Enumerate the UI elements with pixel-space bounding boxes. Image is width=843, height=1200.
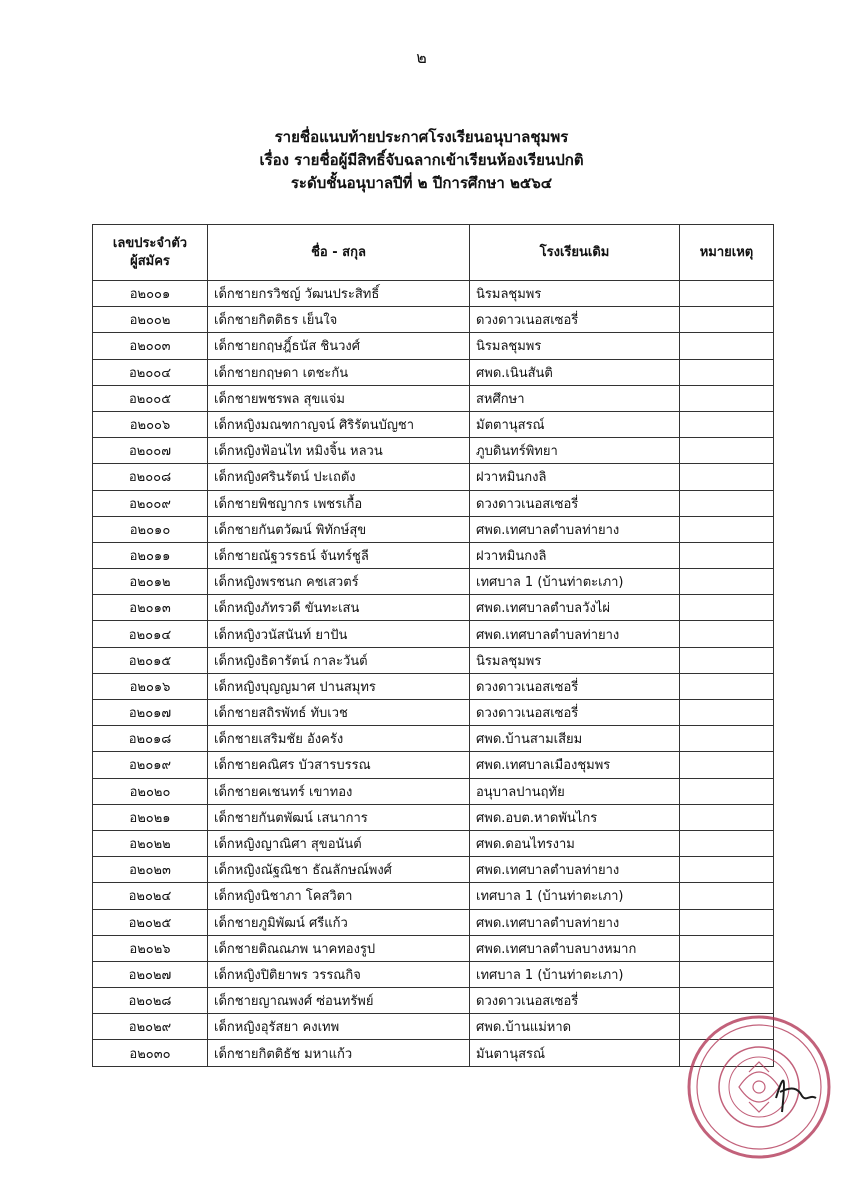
heading-line-2: เรื่อง รายชื่อผู้มีสิทธิ์จับฉลากเข้าเรียนห้องเรียนปกติ	[259, 151, 584, 169]
cell-note	[680, 569, 774, 595]
cell-name: เด็กหญิงธิดารัตน์ กาละวันต์	[208, 647, 470, 673]
header-name: ชื่อ - สกุล	[208, 225, 470, 281]
table-row	[93, 988, 774, 1014]
cell-name: เด็กหญิงนิชาภา โคสวิตา	[208, 883, 470, 909]
cell-applicant-id: อ๒๐๐๙	[93, 490, 208, 516]
cell-note	[680, 464, 774, 490]
cell-previous-school: ศพด.เทศบาลตำบลท่ายาง	[470, 516, 680, 542]
cell-previous-school: ศพด.เทศบาลตำบลท่ายาง	[470, 621, 680, 647]
table-row	[93, 307, 774, 333]
cell-applicant-id: อ๒๐๑๑	[93, 542, 208, 568]
cell-applicant-id: อ๒๐๑๘	[93, 726, 208, 752]
table-row	[93, 621, 774, 647]
cell-previous-school: นิรมลชุมพร	[470, 333, 680, 359]
cell-note	[680, 281, 774, 307]
cell-note	[680, 700, 774, 726]
cell-name: เด็กหญิงบุญญมาศ ปานสมุทร	[208, 673, 470, 699]
cell-applicant-id: อ๒๐๒๑	[93, 804, 208, 830]
cell-note	[680, 647, 774, 673]
cell-note	[680, 333, 774, 359]
cell-note	[680, 411, 774, 437]
cell-previous-school: เทศบาล 1 (บ้านท่าตะเภา)	[470, 883, 680, 909]
cell-name: เด็กหญิงวนัสนันท์ ยาปัน	[208, 621, 470, 647]
cell-name: เด็กชายคเชนทร์ เขาทอง	[208, 778, 470, 804]
signature-mark	[776, 1081, 816, 1112]
cell-applicant-id: อ๒๐๑๖	[93, 673, 208, 699]
heading-line-3: ระดับชั้นอนุบาลปีที่ ๒ ปีการศึกษา ๒๕๖๔	[290, 174, 553, 192]
cell-name: เด็กชายกฤษดา เตชะกัน	[208, 359, 470, 385]
cell-name: เด็กชายกิตติธัช มหาแก้ว	[208, 1040, 470, 1066]
cell-note	[680, 804, 774, 830]
cell-applicant-id: อ๒๐๐๖	[93, 411, 208, 437]
table-row	[93, 595, 774, 621]
cell-applicant-id: อ๒๐๑๒	[93, 569, 208, 595]
cell-name: เด็กชายกรวิชญ์ วัฒนประสิทธิ์	[208, 281, 470, 307]
table-row	[93, 490, 774, 516]
cell-previous-school: ศพด.เทศบาลตำบลท่ายาง	[470, 857, 680, 883]
cell-note	[680, 307, 774, 333]
table-row	[93, 961, 774, 987]
table-row	[93, 1014, 774, 1040]
cell-name: เด็กหญิงอุรัสยา คงเทพ	[208, 1014, 470, 1040]
table-row	[93, 857, 774, 883]
page-number: ๒	[416, 48, 427, 67]
cell-note	[680, 752, 774, 778]
cell-name: เด็กชายติณณภพ นาคทองรูป	[208, 935, 470, 961]
cell-applicant-id: อ๒๐๒๖	[93, 935, 208, 961]
cell-note	[680, 935, 774, 961]
header-note: หมายเหตุ	[680, 225, 774, 281]
cell-previous-school: ดวงดาวเนอสเซอรี่	[470, 988, 680, 1014]
cell-note	[680, 621, 774, 647]
cell-name: เด็กหญิงปิติยาพร วรรณกิจ	[208, 961, 470, 987]
cell-applicant-id: อ๒๐๒๗	[93, 961, 208, 987]
cell-name: เด็กหญิงญาณิศา สุขอนันต์	[208, 830, 470, 856]
cell-name: เด็กหญิงณัฐณิชา ธัณลักษณ์พงศ์	[208, 857, 470, 883]
cell-note	[680, 595, 774, 621]
cell-previous-school: ศพด.บ้านสามเสียม	[470, 726, 680, 752]
table-row	[93, 464, 774, 490]
table-row	[93, 385, 774, 411]
cell-applicant-id: อ๒๐๑๔	[93, 621, 208, 647]
cell-note	[680, 542, 774, 568]
cell-applicant-id: อ๒๐๑๗	[93, 700, 208, 726]
document-heading	[0, 126, 843, 195]
cell-name: เด็กหญิงฟ้อนไท หมิงจิ้น หลวน	[208, 438, 470, 464]
cell-previous-school: ดวงดาวเนอสเซอรี่	[470, 307, 680, 333]
cell-note	[680, 726, 774, 752]
table-row	[93, 516, 774, 542]
cell-previous-school: ดวงดาวเนอสเซอรี่	[470, 673, 680, 699]
official-seal	[684, 1012, 834, 1162]
cell-applicant-id: อ๒๐๐๔	[93, 359, 208, 385]
cell-note	[680, 778, 774, 804]
table-row	[93, 804, 774, 830]
table-header	[93, 225, 774, 281]
cell-previous-school: มัตตานุสรณ์	[470, 411, 680, 437]
cell-applicant-id: อ๒๐๒๘	[93, 988, 208, 1014]
cell-note	[680, 883, 774, 909]
seal-stamp	[689, 1017, 829, 1157]
cell-previous-school: ศพด.เนินสันติ	[470, 359, 680, 385]
cell-note	[680, 490, 774, 516]
cell-name: เด็กหญิงมณฑกาญจน์ ศิริรัตนบัญชา	[208, 411, 470, 437]
cell-note	[680, 385, 774, 411]
cell-applicant-id: อ๒๐๒๕	[93, 909, 208, 935]
cell-previous-school: นิรมลชุมพร	[470, 281, 680, 307]
table-row	[93, 333, 774, 359]
table-row	[93, 935, 774, 961]
cell-applicant-id: อ๒๐๐๘	[93, 464, 208, 490]
cell-previous-school: เทศบาล 1 (บ้านท่าตะเภา)	[470, 961, 680, 987]
cell-name: เด็กชายเสริมชัย อังครัง	[208, 726, 470, 752]
cell-applicant-id: อ๒๐๒๙	[93, 1014, 208, 1040]
cell-applicant-id: อ๒๐๑๓	[93, 595, 208, 621]
cell-previous-school: เทศบาล 1 (บ้านท่าตะเภา)	[470, 569, 680, 595]
cell-name: เด็กหญิงพรชนก คชเสวตร์	[208, 569, 470, 595]
table-row	[93, 411, 774, 437]
cell-applicant-id: อ๒๐๐๗	[93, 438, 208, 464]
table-row	[93, 673, 774, 699]
cell-note	[680, 438, 774, 464]
header-previous-school: โรงเรียนเดิม	[470, 225, 680, 281]
cell-applicant-id: อ๒๐๐๓	[93, 333, 208, 359]
cell-applicant-id: อ๒๐๐๒	[93, 307, 208, 333]
cell-applicant-id: อ๒๐๒๐	[93, 778, 208, 804]
header-applicant-id	[93, 225, 208, 281]
cell-previous-school: ศพด.เทศบาลตำบลบางหมาก	[470, 935, 680, 961]
cell-applicant-id: อ๒๐๒๒	[93, 830, 208, 856]
cell-name: เด็กชายญาณพงศ์ ซ่อนทรัพย์	[208, 988, 470, 1014]
cell-previous-school: ศพด.บ้านแม่หาด	[470, 1014, 680, 1040]
cell-name: เด็กชายณัฐวรรธน์ จันทร์ชูลี	[208, 542, 470, 568]
table-row	[93, 726, 774, 752]
cell-previous-school: สหศึกษา	[470, 385, 680, 411]
cell-name: เด็กชายภูมิพัฒน์ ศรีแก้ว	[208, 909, 470, 935]
cell-name: เด็กชายกฤษฎิ์ธนัส ชินวงศ์	[208, 333, 470, 359]
cell-note	[680, 830, 774, 856]
cell-previous-school: อนุบาลปานฤทัย	[470, 778, 680, 804]
cell-applicant-id: อ๒๐๒๓	[93, 857, 208, 883]
applicant-table	[92, 224, 774, 1067]
table-row	[93, 359, 774, 385]
cell-note	[680, 359, 774, 385]
cell-previous-school: ฝวาหมินกงลิ	[470, 464, 680, 490]
cell-note	[680, 988, 774, 1014]
cell-applicant-id: อ๒๐๓๐	[93, 1040, 208, 1066]
cell-name: เด็กชายพชรพล สุขแจ่ม	[208, 385, 470, 411]
cell-previous-school: ศพด.อบต.หาดพันไกร	[470, 804, 680, 830]
cell-name: เด็กชายคณิศร บัวสารบรรณ	[208, 752, 470, 778]
table-row	[93, 281, 774, 307]
table-row	[93, 647, 774, 673]
table-row	[93, 909, 774, 935]
heading-line-1: รายชื่อแนบท้ายประกาศโรงเรียนอนุบาลชุมพร	[274, 128, 569, 146]
cell-name: เด็กหญิงภัทรวดี ขันทะเสน	[208, 595, 470, 621]
cell-applicant-id: อ๒๐๑๕	[93, 647, 208, 673]
cell-previous-school: มันตานุสรณ์	[470, 1040, 680, 1066]
table-row	[93, 542, 774, 568]
table-row	[93, 1040, 774, 1066]
cell-previous-school: ศพด.เทศบาลตำบลท่ายาง	[470, 909, 680, 935]
cell-applicant-id: อ๒๐๑๐	[93, 516, 208, 542]
table-row	[93, 778, 774, 804]
cell-previous-school: ดวงดาวเนอสเซอรี่	[470, 490, 680, 516]
table-row	[93, 883, 774, 909]
cell-note	[680, 961, 774, 987]
cell-applicant-id: อ๒๐๐๑	[93, 281, 208, 307]
header-id-line-1: เลขประจำตัว	[112, 235, 188, 251]
table-row	[93, 569, 774, 595]
cell-name: เด็กชายสถิรพัทธ์ ทับเวช	[208, 700, 470, 726]
header-id-line-2: ผู้สมัคร	[130, 253, 170, 269]
cell-name: เด็กชายกิตติธร เย็นใจ	[208, 307, 470, 333]
cell-previous-school: ดวงดาวเนอสเซอรี่	[470, 700, 680, 726]
cell-applicant-id: อ๒๐๐๕	[93, 385, 208, 411]
cell-name: เด็กชายกันตพัฒน์ เสนาการ	[208, 804, 470, 830]
cell-note	[680, 516, 774, 542]
table-row	[93, 752, 774, 778]
cell-name: เด็กหญิงศรินรัตน์ ปะเถตัง	[208, 464, 470, 490]
cell-previous-school: ศพด.เทศบาลตำบลวังไผ่	[470, 595, 680, 621]
cell-previous-school: ฝวาหมินกงลิ	[470, 542, 680, 568]
table-body	[93, 281, 774, 1067]
cell-previous-school: ภูบดินทร์พิทยา	[470, 438, 680, 464]
table-row	[93, 438, 774, 464]
cell-applicant-id: อ๒๐๑๙	[93, 752, 208, 778]
cell-applicant-id: อ๒๐๒๔	[93, 883, 208, 909]
cell-note	[680, 857, 774, 883]
table-row	[93, 830, 774, 856]
table-row	[93, 700, 774, 726]
cell-name: เด็กชายกันตวัฒน์ พิทักษ์สุข	[208, 516, 470, 542]
cell-previous-school: นิรมลชุมพร	[470, 647, 680, 673]
cell-name: เด็กชายพิชญากร เพชรเกื้อ	[208, 490, 470, 516]
cell-previous-school: ศพด.เทศบาลเมืองชุมพร	[470, 752, 680, 778]
cell-previous-school: ศพด.ดอนไทรงาม	[470, 830, 680, 856]
cell-note	[680, 673, 774, 699]
cell-note	[680, 909, 774, 935]
